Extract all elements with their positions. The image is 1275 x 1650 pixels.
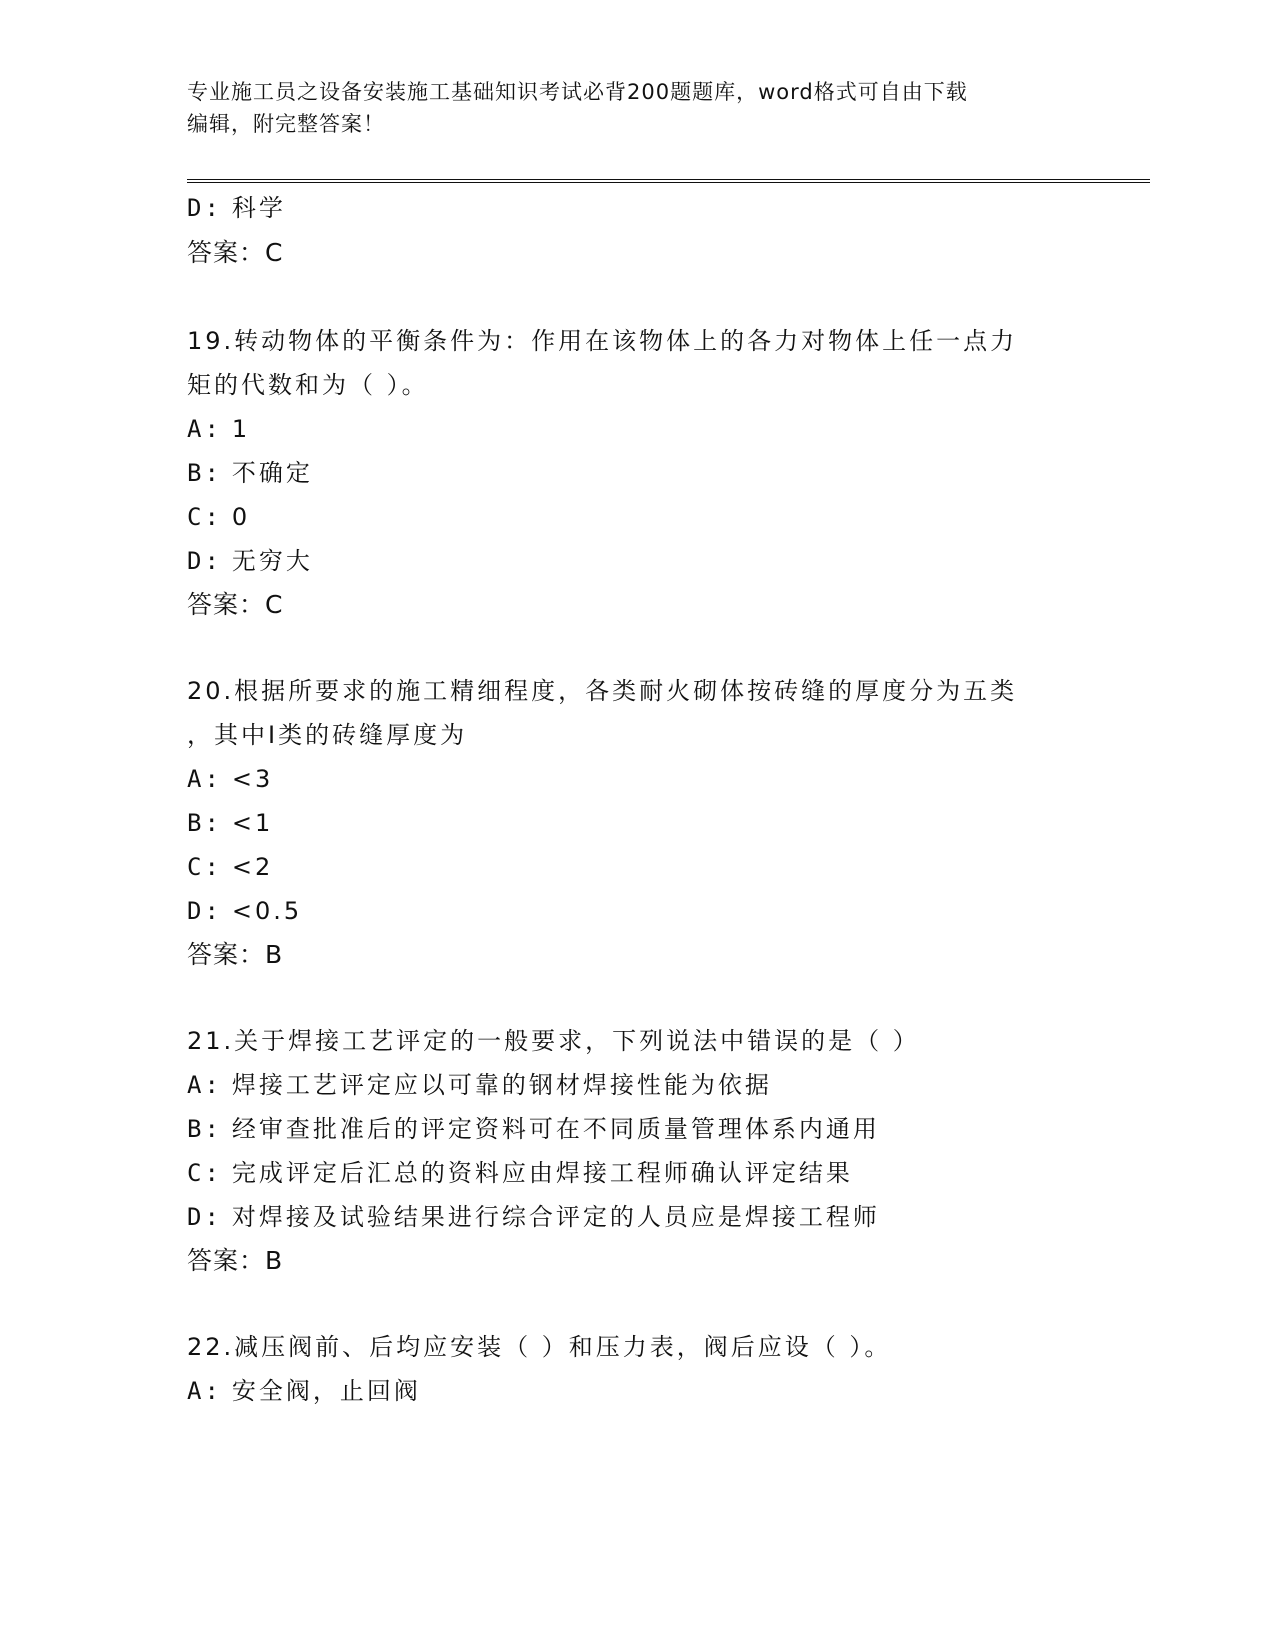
option-key: C: [187,1159,222,1187]
q19-option-d [187,546,313,576]
option-value: 1 [231,415,251,443]
option-key: A: [187,415,222,443]
q19-text-line-2: 矩的代数和为（ ）。 [187,371,429,399]
option-value: 完成评定后汇总的资料应由焊接工程师确认评定结果 [231,1159,853,1187]
q19-option-b [187,458,313,488]
option-key: C: [187,853,222,881]
option-key: A: [187,765,222,793]
q20-option-d [187,896,302,926]
option-key: C: [187,503,222,531]
header-line-2: 编辑，附完整答案！ [187,112,385,136]
q20-text-line-2: ，其中Ⅰ类的砖缝厚度为 [187,721,468,749]
q21-option-c [187,1158,853,1188]
option-value: <3 [231,765,274,793]
option-key: B: [187,459,222,487]
q19-text-line-1: 19.转动物体的平衡条件为：作用在该物体上的各力对物体上任一点力 [187,327,1018,355]
option-key: D: [187,547,222,575]
q20-option-c [187,852,273,882]
document-header [187,76,1087,140]
option-value: 对焊接及试验结果进行综合评定的人员应是焊接工程师 [231,1203,880,1231]
q20-option-b [187,808,273,838]
option-key: A: [187,1377,222,1405]
option-value: 安全阀，止回阀 [231,1377,421,1405]
option-value: 无穷大 [231,547,313,575]
option-key: D: [187,194,222,222]
q21-option-a [187,1070,772,1100]
option-value: <0.5 [231,897,303,925]
q21-option-b [187,1114,880,1144]
option-key: A: [187,1071,222,1099]
option-key: B: [187,1115,222,1143]
q22-text-line-1: 22.减压阀前、后均应安装（ ）和压力表，阀后应设（ ）。 [187,1333,892,1361]
header-divider-bottom [187,182,1150,183]
option-value: 经审查批准后的评定资料可在不同质量管理体系内通用 [231,1115,880,1143]
q21-answer: 答案：B [187,1246,284,1275]
q20-answer: 答案：B [187,940,284,969]
q19-option-c [187,502,250,532]
option-value: 不确定 [231,459,313,487]
option-value: 科学 [231,194,286,222]
q22-option-a [187,1376,421,1406]
header-divider-top [187,179,1150,180]
q21-option-d [187,1202,880,1232]
q21-text-line-1: 21.关于焊接工艺评定的一般要求，下列说法中错误的是（ ） [187,1027,920,1055]
option-key: D: [187,1203,222,1231]
option-key: B: [187,809,222,837]
option-value: 0 [231,503,251,531]
option-value: 焊接工艺评定应以可靠的钢材焊接性能为依据 [231,1071,772,1099]
q18-answer: 答案：C [187,238,284,267]
header-line-1: 专业施工员之设备安装施工基础知识考试必背200题题库，word格式可自由下载 [187,80,968,104]
q19-option-a [187,414,250,444]
q20-option-a [187,764,273,794]
q18-option-d [187,193,286,223]
option-key: D: [187,897,222,925]
option-value: <1 [231,809,274,837]
option-value: <2 [231,853,274,881]
q20-text-line-1: 20.根据所要求的施工精细程度，各类耐火砌体按砖缝的厚度分为五类 [187,677,1018,705]
q19-answer: 答案：C [187,590,284,619]
